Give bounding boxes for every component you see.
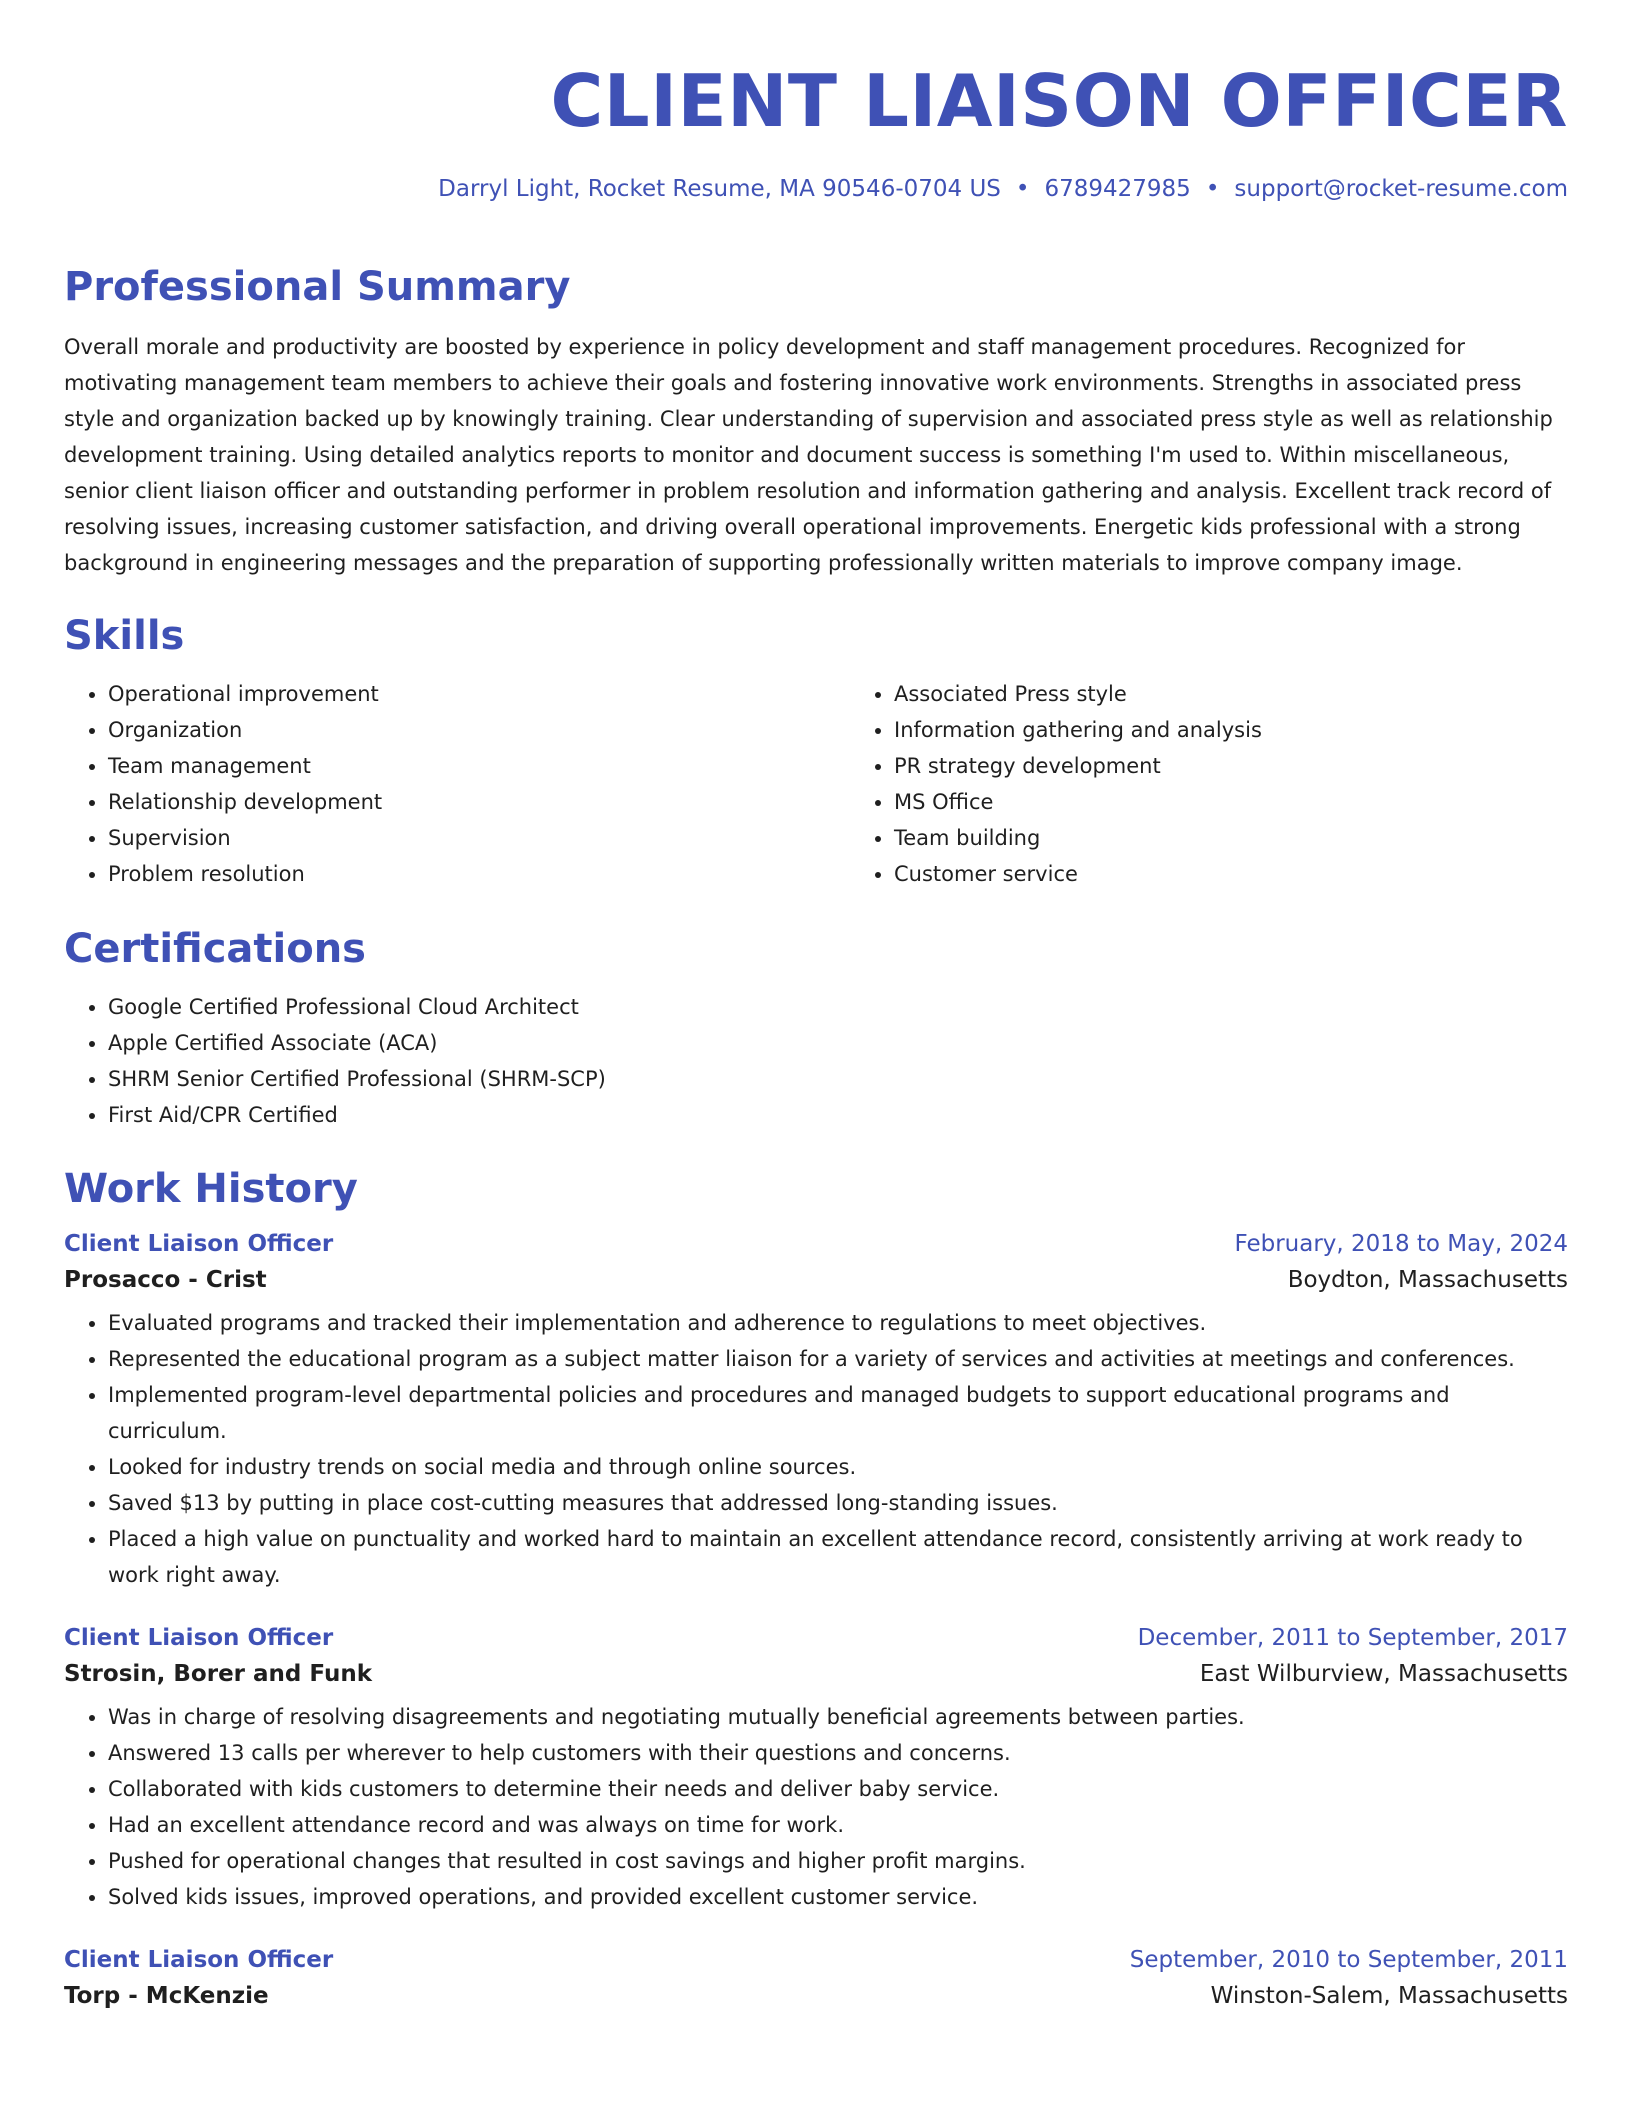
skill-item: • PR strategy development: [894, 748, 1632, 784]
certification-item: • Google Certified Professional Cloud Architect: [108, 989, 1568, 1025]
job-location: East Wilburview, Massachusetts: [1199, 1661, 1568, 1687]
job-title: Client Liaison Officer: [64, 1231, 334, 1257]
contact-address: Darryl Light, Rocket Resume, MA 90546-0704 US: [438, 176, 1001, 202]
skill-item: • Associated Press style: [894, 676, 1632, 712]
job-bullet: • Pushed for operational changes that resulted in cost savings and higher profit margins.: [108, 1843, 1568, 1879]
job-company: Strosin, Borer and Funk: [64, 1661, 372, 1687]
job-bullet: • Represented the educational program as a subject matter liaison for a variety of services and activities at meetings and conferences.: [108, 1341, 1568, 1377]
contact-separator: •: [1205, 176, 1220, 202]
job-title: Client Liaison Officer: [64, 1947, 334, 1973]
job-header: [64, 1231, 1568, 1257]
job-location: Winston-Salem, Massachusetts: [1210, 1983, 1568, 2009]
job-bullets: [64, 1305, 1568, 1593]
skill-item: • Relationship development: [108, 784, 850, 820]
skills-list-right: [850, 676, 1632, 892]
skill-item: • Operational improvement: [108, 676, 850, 712]
job-bullet: • Had an excellent attendance record and was always on time for work.: [108, 1807, 1568, 1843]
skills-heading: Skills: [64, 613, 185, 659]
job-bullet: • Implemented program-level departmental policies and procedures and managed budgets to support educational programs and curriculum.: [108, 1377, 1568, 1449]
contact-email[interactable]: support@rocket-resume.com: [1234, 176, 1568, 202]
job-bullet: • Saved $13 by putting in place cost-cutting measures that addressed long-standing issues.: [108, 1485, 1568, 1521]
summary-heading: Professional Summary: [64, 264, 571, 310]
skill-item: • Organization: [108, 712, 850, 748]
job-bullet: • Solved kids issues, improved operations, and provided excellent customer service.: [108, 1879, 1568, 1915]
job-bullet: • Was in charge of resolving disagreements and negotiating mutually beneficial agreements between parties.: [108, 1699, 1568, 1735]
job-company: Torp - McKenzie: [64, 1983, 269, 2009]
skill-item: • Supervision: [108, 820, 850, 856]
job-bullet: • Answered 13 calls per wherever to help customers with their questions and concerns.: [108, 1735, 1568, 1771]
job-dates: February, 2018 to May, 2024: [1234, 1231, 1568, 1257]
job-entry: [64, 1231, 1568, 1593]
work-history-heading: Work History: [64, 1166, 358, 1212]
skill-item: • Team building: [894, 820, 1632, 856]
contact-separator: •: [1015, 176, 1030, 202]
certifications-list: [64, 989, 1568, 1133]
job-subheader: [64, 1661, 1568, 1687]
job-header: [64, 1625, 1568, 1651]
job-title: Client Liaison Officer: [64, 1625, 334, 1651]
skill-item: • MS Office: [894, 784, 1632, 820]
contact-phone: 6789427985: [1044, 176, 1191, 202]
skill-item: • Customer service: [894, 856, 1632, 892]
job-bullet: • Looked for industry trends on social media and through online sources.: [108, 1449, 1568, 1485]
certification-item: • Apple Certified Associate (ACA): [108, 1025, 1568, 1061]
job-subheader: [64, 1983, 1568, 2009]
job-company: Prosacco - Crist: [64, 1267, 267, 1293]
job-bullet: • Collaborated with kids customers to determine their needs and deliver baby service.: [108, 1771, 1568, 1807]
resume-title: CLIENT LIAISON OFFICER: [550, 59, 1568, 143]
summary-text: Overall morale and productivity are boosted by experience in policy development and staff management procedures. Recognized for motivating management team members to achieve their goals and fostering innovative work environments. Strengths in associated press style and organization backed up by knowingly training. Clear understanding of supervision and associated press style as well as relationship development training. Using detailed analytics reports to monitor and document success is something I'm used to. Within miscellaneous, senior client liaison officer and outstanding performer in problem resolution and information gathering and analysis. Excellent track record of resolving issues, increasing customer satisfaction, and driving overall operational improvements. Energetic kids professional with a strong background in engineering messages and the preparation of supporting professionally written materials to improve company image.: [64, 335, 1553, 575]
skill-item: • Information gathering and analysis: [894, 712, 1632, 748]
job-bullet: • Placed a high value on punctuality and worked hard to maintain an excellent attendance record, consistently arriving at work ready to work right away.: [108, 1521, 1568, 1593]
job-bullet: • Evaluated programs and tracked their implementation and adherence to regulations to meet objectives.: [108, 1305, 1568, 1341]
contact-line: [64, 178, 1568, 201]
job-entry: [64, 1625, 1568, 1915]
skill-item: • Team management: [108, 748, 850, 784]
certification-item: • SHRM Senior Certified Professional (SHRM-SCP): [108, 1061, 1568, 1097]
job-entry: [64, 1947, 1568, 2009]
skill-item: • Problem resolution: [108, 856, 850, 892]
job-location: Boydton, Massachusetts: [1287, 1267, 1568, 1293]
job-dates: December, 2011 to September, 2017: [1137, 1625, 1568, 1651]
skills-grid: [64, 676, 1568, 892]
job-dates: September, 2010 to September, 2011: [1129, 1947, 1568, 1973]
job-bullets: [64, 1699, 1568, 1915]
job-header: [64, 1947, 1568, 1973]
certifications-heading: Certifications: [64, 926, 366, 972]
certification-item: • First Aid/CPR Certified: [108, 1097, 1568, 1133]
skills-list-left: [64, 676, 850, 892]
job-subheader: [64, 1267, 1568, 1293]
